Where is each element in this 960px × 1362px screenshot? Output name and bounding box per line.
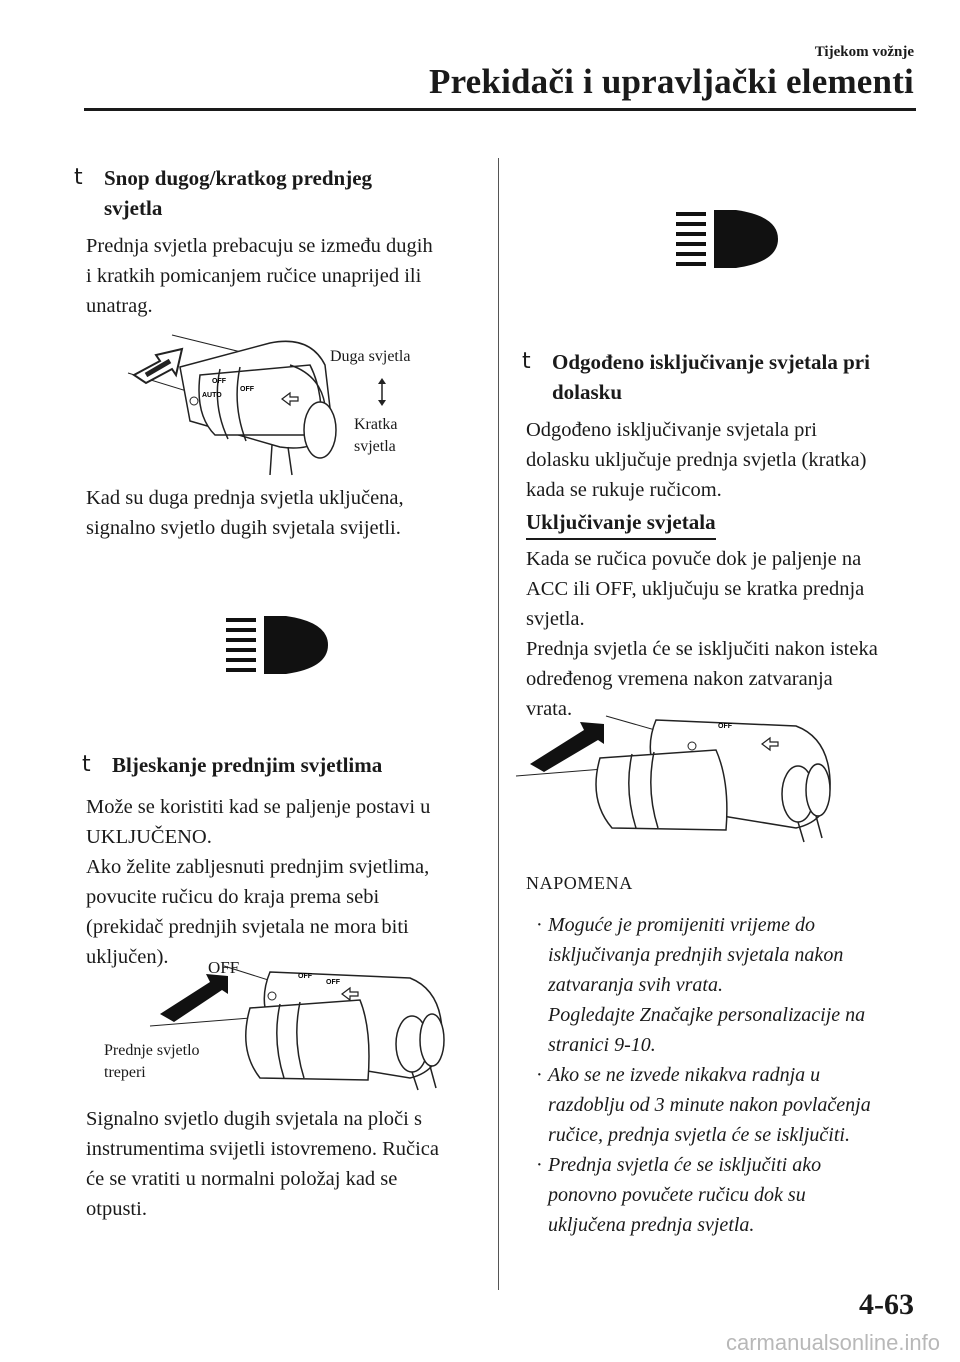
switch-auto-text: AUTO bbox=[202, 392, 222, 399]
label-line: Prednje svjetlo bbox=[104, 1042, 200, 1059]
note-line: Prednja svjetla će se isključiti ako bbox=[548, 1154, 822, 1176]
note-line: Moguće je promijeniti vrijeme do bbox=[548, 914, 815, 936]
text-line: Signalno svjetlo dugih svjetala na ploči s bbox=[86, 1108, 422, 1130]
label-flash bbox=[104, 1040, 200, 1084]
text-line: Prednja svjetla prebacuju se između dugih bbox=[86, 235, 433, 257]
high-beam-indicator-icon bbox=[674, 206, 784, 272]
note-line: Ako se ne izvede nikakva radnja u bbox=[548, 1064, 821, 1086]
section-heading-high-low-beam bbox=[74, 163, 474, 223]
note-item bbox=[536, 910, 938, 1060]
section-marker: t bbox=[522, 349, 531, 374]
note-line: zatvaranja svih vrata. bbox=[548, 974, 723, 996]
note-line: stranici 9-10. bbox=[548, 1034, 656, 1056]
paragraph-indicator bbox=[86, 483, 486, 543]
text-line: dolasku uključuje prednja svjetla (kratka) bbox=[526, 449, 867, 471]
lever-illustration-coming-home bbox=[516, 706, 836, 846]
paragraph-flashing bbox=[86, 792, 496, 972]
column-divider bbox=[498, 158, 499, 1290]
subheading-turning-on: Uključivanje svjetala bbox=[526, 507, 716, 540]
high-beam-indicator-icon bbox=[224, 612, 334, 678]
note-item bbox=[536, 1060, 938, 1150]
text-line: signalno svjetlo dugih svjetala svijetli. bbox=[86, 517, 401, 539]
switch-off-text: OFF bbox=[326, 979, 340, 986]
switch-off-text: OFF bbox=[240, 386, 254, 393]
text-line: kada se rukuje ručicom. bbox=[526, 479, 722, 501]
text-line: Prednja svjetla će se isključiti nakon isteka bbox=[526, 638, 878, 660]
text-line: ACC ili OFF, uključuju se kratka prednja bbox=[526, 578, 865, 600]
label-line: treperi bbox=[104, 1064, 146, 1081]
note-line: uključena prednja svjetla. bbox=[548, 1214, 755, 1236]
up-down-arrow-icon bbox=[376, 378, 388, 406]
pull-arrow-icon bbox=[160, 974, 228, 1022]
note-line: isključivanja prednjih svjetala nakon bbox=[548, 944, 844, 966]
paragraph-coming-home bbox=[526, 415, 936, 505]
note-line: ponovno povučete ručicu dok su bbox=[548, 1184, 806, 1206]
text-line: Odgođeno isključivanje svjetala pri bbox=[526, 419, 817, 441]
text-line: otpusti. bbox=[86, 1198, 147, 1220]
label-off: OFF bbox=[208, 958, 240, 977]
bullet: · bbox=[536, 1154, 543, 1176]
section-heading-coming-home bbox=[522, 347, 932, 407]
paragraph-flash-indicator bbox=[86, 1104, 496, 1224]
switch-off-text: OFF bbox=[212, 378, 226, 385]
text-line: Ako želite zabljesnuti prednjim svjetlima, bbox=[86, 856, 430, 878]
note-title: NAPOMENA bbox=[526, 873, 633, 893]
text-line: Kada se ručica povuče dok je paljenje na bbox=[526, 548, 862, 570]
note-item bbox=[536, 1150, 938, 1240]
text-line: i kratkih pomicanjem ručice unaprijed ili bbox=[86, 265, 422, 287]
label-line: Kratka bbox=[354, 416, 398, 433]
label-low-beam bbox=[354, 414, 398, 458]
text-line: će se vratiti u normalni položaj kad se bbox=[86, 1168, 398, 1190]
page-title: Prekidači i upravljački elementi bbox=[428, 62, 914, 101]
bullet: · bbox=[536, 1064, 543, 1086]
section-marker: t bbox=[74, 165, 83, 190]
page-number: 4-63 bbox=[859, 1288, 914, 1321]
text-line: (prekidač prednjih svjetala ne mora biti bbox=[86, 916, 409, 938]
text-line: vrata. bbox=[526, 698, 573, 720]
section-heading-flashing bbox=[82, 750, 482, 780]
text-line: povucite ručicu do kraja prema sebi bbox=[86, 886, 380, 908]
heading-line: Odgođeno isključivanje svjetala pri bbox=[552, 350, 870, 374]
text-line: unatrag. bbox=[86, 295, 153, 317]
paragraph-high-low-beam bbox=[86, 231, 486, 321]
note-line: Pogledajte Značajke personalizacije na bbox=[548, 1004, 866, 1026]
title-rule bbox=[84, 108, 916, 111]
section-marker: t bbox=[82, 752, 91, 777]
label-line: svjetla bbox=[354, 438, 396, 455]
note-line: razdoblju od 3 minute nakon povlačenja bbox=[548, 1094, 871, 1116]
label-high-beam: Duga svjetla bbox=[330, 348, 411, 365]
text-line: određenog vremena nakon zatvaranja bbox=[526, 668, 833, 690]
text-line: instrumentima svijetli istovremeno. Ručica bbox=[86, 1138, 439, 1160]
pull-arrow-icon bbox=[530, 722, 604, 772]
text-line: UKLJUČENO. bbox=[86, 826, 212, 848]
paragraph-turning-on bbox=[526, 544, 938, 724]
bullet: · bbox=[536, 914, 543, 936]
heading-line: dolasku bbox=[552, 380, 623, 404]
text-line: Kad su duga prednja svjetla uključena, bbox=[86, 487, 404, 509]
heading-line: Bljeskanje prednjim svjetlima bbox=[112, 753, 383, 777]
text-line: Može se koristiti kad se paljenje postavi u bbox=[86, 796, 431, 818]
switch-off-text: OFF bbox=[298, 973, 312, 980]
text-line: svjetla. bbox=[526, 608, 585, 630]
switch-off-text: OFF bbox=[718, 723, 732, 730]
heading-line: svjetla bbox=[104, 196, 163, 220]
watermark: carmanualsonline.info bbox=[725, 1330, 940, 1355]
text-line: uključen). bbox=[86, 946, 169, 968]
section-name: Tijekom vožnje bbox=[814, 44, 914, 60]
note-line: ručice, prednja svjetla će se isključiti. bbox=[548, 1124, 850, 1146]
heading-line: Snop dugog/kratkog prednjeg bbox=[104, 166, 373, 190]
